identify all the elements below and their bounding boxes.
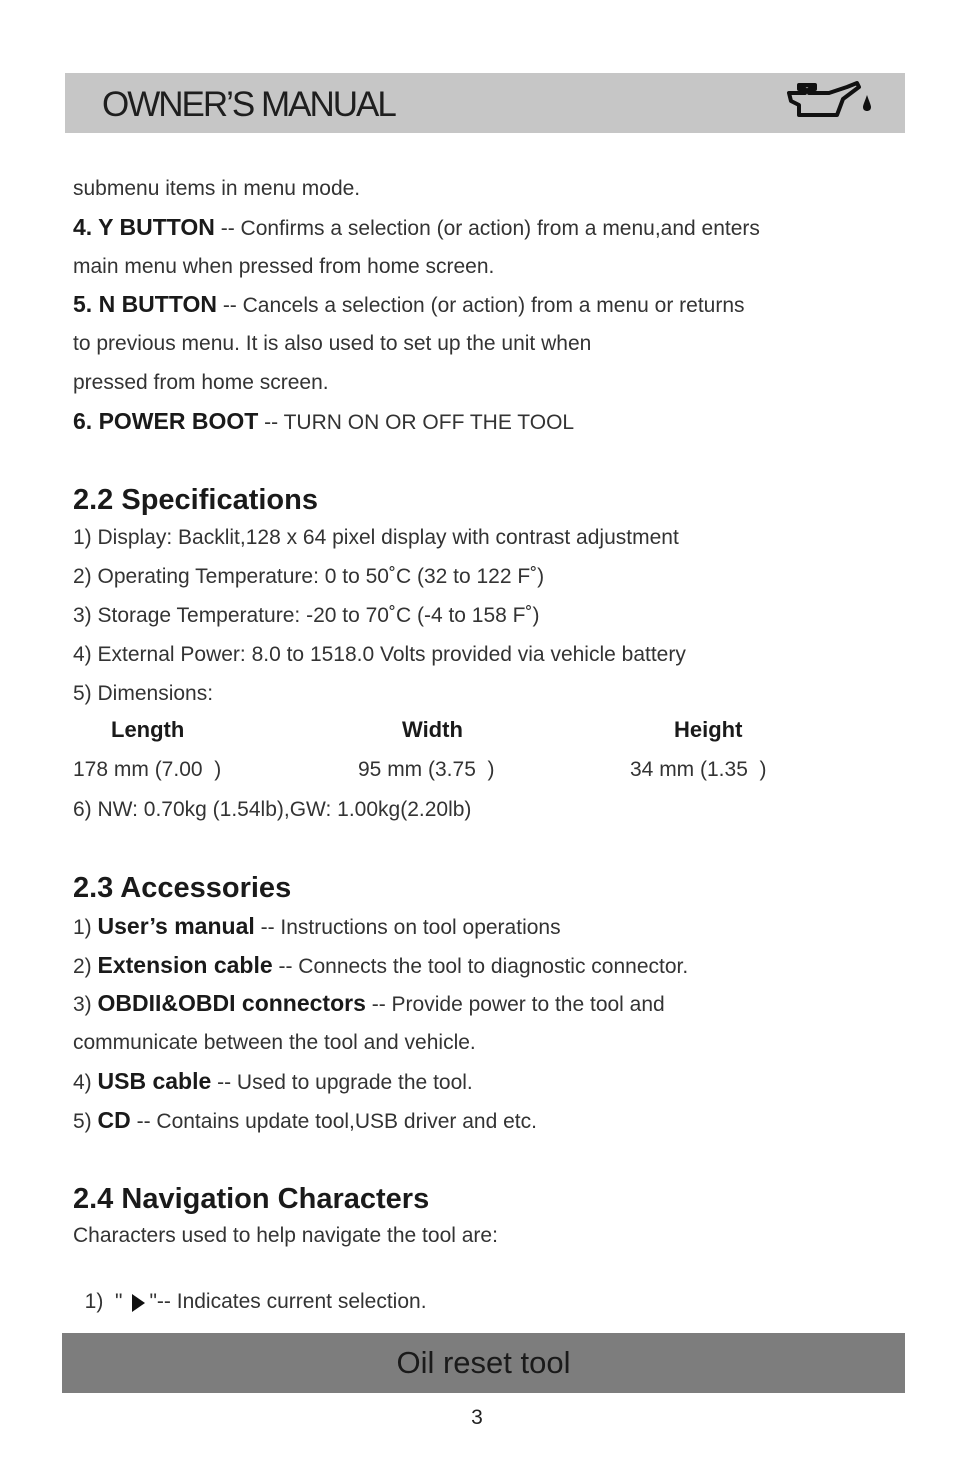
accessory-num: 4) [73, 1071, 98, 1094]
item-4-cont: main menu when pressed from home screen. [73, 255, 495, 278]
item-6 [73, 408, 574, 436]
spec-item: 2) Operating Temperature: 0 to 50˚C (32 to 122 F˚) [73, 565, 545, 588]
accessory-text: -- Provide power to the tool and [365, 993, 665, 1016]
accessory-label: Extension cable [97, 952, 273, 978]
dimension-header-length: Length [111, 717, 185, 742]
navigation-intro: Characters used to help navigate the tool are: [73, 1224, 498, 1247]
accessory-text: -- Connects the tool to diagnostic connector. [272, 955, 689, 978]
accessory-text: -- Used to upgrade the tool. [211, 1071, 473, 1094]
spec-item: 4) External Power: 8.0 to 1518.0 Volts provided via vehicle battery [73, 643, 686, 666]
header-bar [65, 73, 905, 133]
oil-can-icon [785, 79, 875, 127]
spec-weight: 6) NW: 0.70kg (1.54lb),GW: 1.00kg(2.20lb) [73, 798, 472, 821]
page-title: OWNER’S MANUAL [102, 85, 395, 124]
footer-bar [62, 1333, 905, 1393]
navigation-heading: 2.4 Navigation Characters [73, 1183, 430, 1215]
footer-title: Oil reset tool [396, 1345, 571, 1380]
item-5-label: 5. N BUTTON [73, 291, 217, 317]
dimension-header-height: Height [674, 717, 743, 742]
accessory-text: -- Instructions on tool operations [254, 916, 561, 939]
dimension-value-height: 34 mm (1.35 ) [630, 758, 767, 781]
dimension-value-width: 95 mm (3.75 ) [358, 758, 495, 781]
specifications-heading: 2.2 Specifications [73, 484, 318, 516]
accessories-heading: 2.3 Accessories [73, 872, 292, 904]
accessory-item [73, 1068, 473, 1096]
accessory-label: CD [97, 1107, 131, 1133]
item-4-text: -- Confirms a selection (or action) from a menu,and enters [214, 217, 760, 240]
navigation-item-prefix: 1) " [84, 1290, 123, 1313]
item-4 [73, 214, 760, 242]
item-5 [73, 291, 745, 319]
accessory-num: 1) [73, 916, 98, 939]
accessory-label: OBDII&OBDI connectors [97, 990, 366, 1016]
accessory-num: 3) [73, 993, 98, 1016]
spec-item: 1) Display: Backlit,128 x 64 pixel display with contrast adjustment [73, 526, 679, 549]
item-4-label: 4. Y BUTTON [73, 214, 215, 240]
item-5-cont-2: pressed from home screen. [73, 371, 329, 394]
item-5-cont-1: to previous menu. It is also used to set up the unit when [73, 332, 592, 355]
intro-line: submenu items in menu mode. [73, 177, 361, 200]
dimension-header-width: Width [402, 717, 463, 742]
selection-arrow-icon [132, 1294, 145, 1312]
page-number: 3 [471, 1406, 483, 1429]
accessory-item [73, 990, 665, 1018]
accessory-item [73, 1107, 537, 1135]
navigation-item-suffix: "-- Indicates current selection. [149, 1290, 427, 1313]
accessory-num: 5) [73, 1110, 98, 1133]
accessory-num: 2) [73, 955, 98, 978]
accessory-label: User’s manual [97, 913, 255, 939]
accessory-item [73, 952, 688, 980]
dimension-value-length: 178 mm (7.00 ) [73, 758, 222, 781]
item-6-label: 6. POWER BOOT [73, 408, 259, 434]
item-6-text: -- TURN ON OR OFF THE TOOL [258, 411, 575, 434]
accessory-text: -- Contains update tool,USB driver and etc. [130, 1110, 537, 1133]
spec-item: 5) Dimensions: [73, 682, 214, 705]
accessory-item [73, 913, 561, 941]
accessory-label: USB cable [97, 1068, 212, 1094]
item-5-text: -- Cancels a selection (or action) from a menu or returns [216, 294, 745, 317]
accessory-item-cont: communicate between the tool and vehicle. [73, 1031, 476, 1054]
navigation-item [73, 1263, 427, 1315]
spec-item: 3) Storage Temperature: -20 to 70˚C (-4 to 158 F˚) [73, 604, 540, 627]
